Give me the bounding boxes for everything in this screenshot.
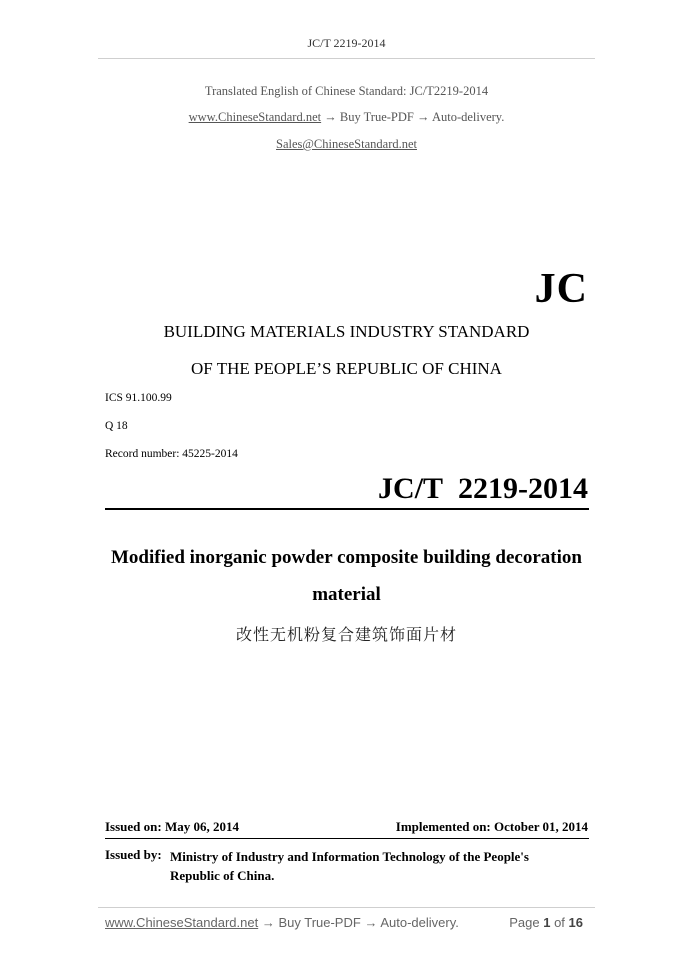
arrow-right-icon: →: [261, 915, 275, 930]
issuing-authority: Ministry of Industry and Information Technology of the People's Republic of China.: [170, 849, 529, 883]
auto-delivery-text: Auto-delivery.: [431, 110, 505, 124]
footer-divider: [98, 907, 595, 908]
record-number: Record number: 45225-2014: [105, 448, 238, 460]
jc-mark: JC: [534, 266, 588, 312]
footer-auto-delivery-text: Auto-delivery.: [380, 915, 459, 930]
document-title-line2: material: [312, 584, 381, 605]
translation-note: Translated English of Chinese Standard: JC/T2219-2014: [204, 84, 489, 98]
arrow-right-icon: →: [417, 110, 430, 124]
sales-email-link[interactable]: Sales@ChineseStandard.net: [276, 137, 417, 151]
purchase-links-line: [0, 110, 693, 125]
classification-code: Q 18: [105, 420, 128, 432]
running-header: JC/T 2219-2014: [307, 36, 386, 50]
page-current: 1: [543, 915, 551, 930]
chinesestandard-link[interactable]: www.ChineseStandard.net: [188, 110, 322, 124]
page-label: Page: [509, 915, 540, 930]
implemented-on-date: Implemented on: October 01, 2014: [395, 819, 588, 834]
document-title-line1: Modified inorganic powder composite building decoration: [111, 547, 582, 568]
header-divider: [98, 58, 595, 59]
page-indicator: [509, 915, 583, 930]
footer-links: [105, 915, 459, 930]
ics-code: ICS 91.100.99: [105, 392, 172, 404]
document-title-chinese: 改性无机粉复合建筑饰面片材: [235, 625, 457, 644]
title-divider: [105, 508, 589, 510]
standard-category-line2: OF THE PEOPLE’S REPUBLIC OF CHINA: [191, 359, 502, 378]
arrow-right-icon: →: [324, 110, 337, 124]
footer-buy-true-pdf-text: Buy True-PDF: [278, 915, 361, 930]
standard-number: JC/T 2219-2014: [378, 472, 588, 505]
page-total: 16: [568, 915, 583, 930]
buy-true-pdf-text: Buy True-PDF: [339, 110, 414, 124]
issue-divider: [105, 838, 589, 839]
footer-chinesestandard-link[interactable]: www.ChineseStandard.net: [105, 915, 259, 930]
issued-on-date: Issued on: May 06, 2014: [105, 819, 239, 834]
arrow-right-icon: →: [364, 915, 378, 930]
sales-email-row: [0, 135, 693, 153]
standard-category-line1: BUILDING MATERIALS INDUSTRY STANDARD: [163, 322, 530, 341]
page-of-label: of: [554, 915, 565, 930]
issued-by-label: Issued by:: [105, 847, 162, 862]
